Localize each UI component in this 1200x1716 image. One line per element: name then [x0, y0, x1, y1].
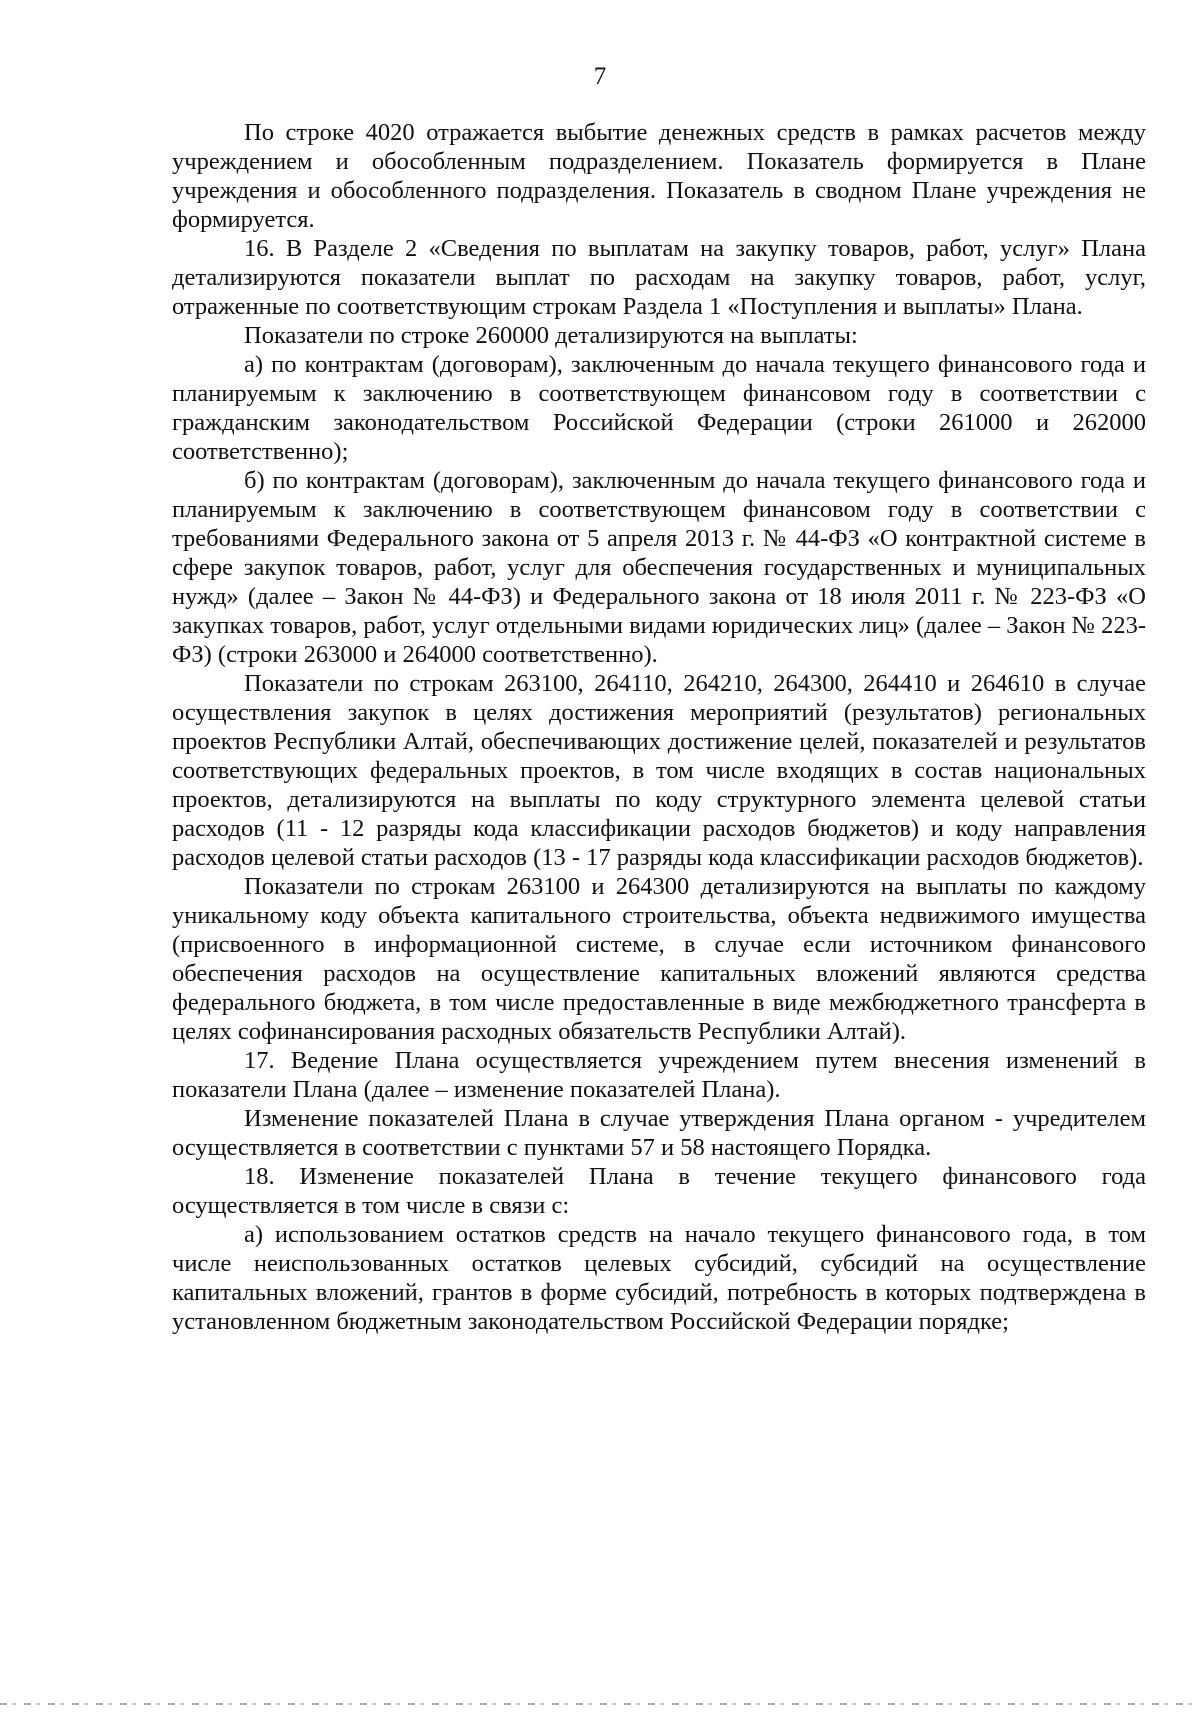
paragraph-capital-objects: Показатели по строкам 263100 и 264300 детализируются на выплаты по каждому уникальному коду объекта капитального строительства, объекта недвижимого имущества (присвоенного в информационной системе, в случае если источником финансового обеспечения расходов на осуществление капитальных вложений являются средства федерального бюджета, в том числе предоставленные в виде межбюджетного трансферта в целях софинансирования расходных обязательств Республики Алтай).	[172, 873, 1146, 1045]
paragraph-line-4020: По строке 4020 отражается выбытие денежных средств в рамках расчетов между учреждением и обособленным подразделением. Показатель формируется в Плане учреждения и обособленного подразделения. Показатель в сводном Плане учреждения не формируется.	[172, 119, 1146, 233]
paragraph-item-18: 18. Изменение показателей Плана в течение текущего финансового года осуществляется в том числе в связи с:	[172, 1163, 1146, 1219]
paragraph-plan-change-approval: Изменение показателей Плана в случае утверждения Плана органом - учредителем осуществляется в соответствии с пунктами 57 и 58 настоящего Порядка.	[172, 1105, 1146, 1161]
paragraph-subitem-a-balances: а) использованием остатков средств на начало текущего финансового года, в том числе неиспользованных остатков целевых субсидий, субсидий на осуществление капитальных вложений, грантов в форме субсидий, потребность в которых подтверждена в установленном бюджетным законодательством Российской Федерации порядке;	[172, 1221, 1146, 1335]
paragraph-item-17: 17. Ведение Плана осуществляется учреждением путем внесения изменений в показатели Плана (далее – изменение показателей Плана).	[172, 1047, 1146, 1103]
scan-edge-artifact	[0, 1703, 1200, 1705]
paragraph-line-260000: Показатели по строке 260000 детализируются на выплаты:	[244, 322, 858, 349]
paragraph-item-16: 16. В Разделе 2 «Сведения по выплатам на закупку товаров, работ, услуг» Плана детализируются показатели выплат по расходам на закупку товаров, работ, услуг, отраженные по соответствующим строкам Раздела 1 «Поступления и выплаты» Плана.	[172, 235, 1146, 320]
document-body	[172, 118, 1146, 1336]
paragraph-subitem-b-contracts: б) по контрактам (договорам), заключенным до начала текущего финансового года и планируемым к заключению в соответствующем финансовом году в соответствии с требованиями Федерального закона от 5 апреля 2013 г. № 44-ФЗ «О контрактной системе в сфере закупок товаров, работ, услуг для обеспечения государственных и муниципальных нужд» (далее – Закон № 44-ФЗ) и Федерального закона от 18 июля 2011 г. № 223-ФЗ «О закупках товаров, работ, услуг отдельными видами юридических лиц» (далее – Закон № 223-ФЗ) (строки 263000 и 264000 соответственно).	[172, 467, 1146, 668]
paragraph-regional-projects: Показатели по строкам 263100, 264110, 264210, 264300, 264410 и 264610 в случае осуществления закупок в целях достижения мероприятий (результатов) региональных проектов Республики Алтай, обеспечивающих достижение целей, показателей и результатов соответствующих федеральных проектов, в том числе входящих в состав национальных проектов, детализируются на выплаты по коду структурного элемента целевой статьи расходов (11 - 12 разряды кода классификации расходов бюджетов) и коду направления расходов целевой статьи расходов (13 - 17 разряды кода классификации расходов бюджетов).	[172, 670, 1146, 871]
page-number: 7	[593, 63, 607, 90]
paragraph-subitem-a-contracts: а) по контрактам (договорам), заключенным до начала текущего финансового года и планируемым к заключению в соответствующем финансовом году в соответствии с гражданским законодательством Российской Федерации (строки 261000 и 262000 соответственно);	[172, 351, 1146, 465]
